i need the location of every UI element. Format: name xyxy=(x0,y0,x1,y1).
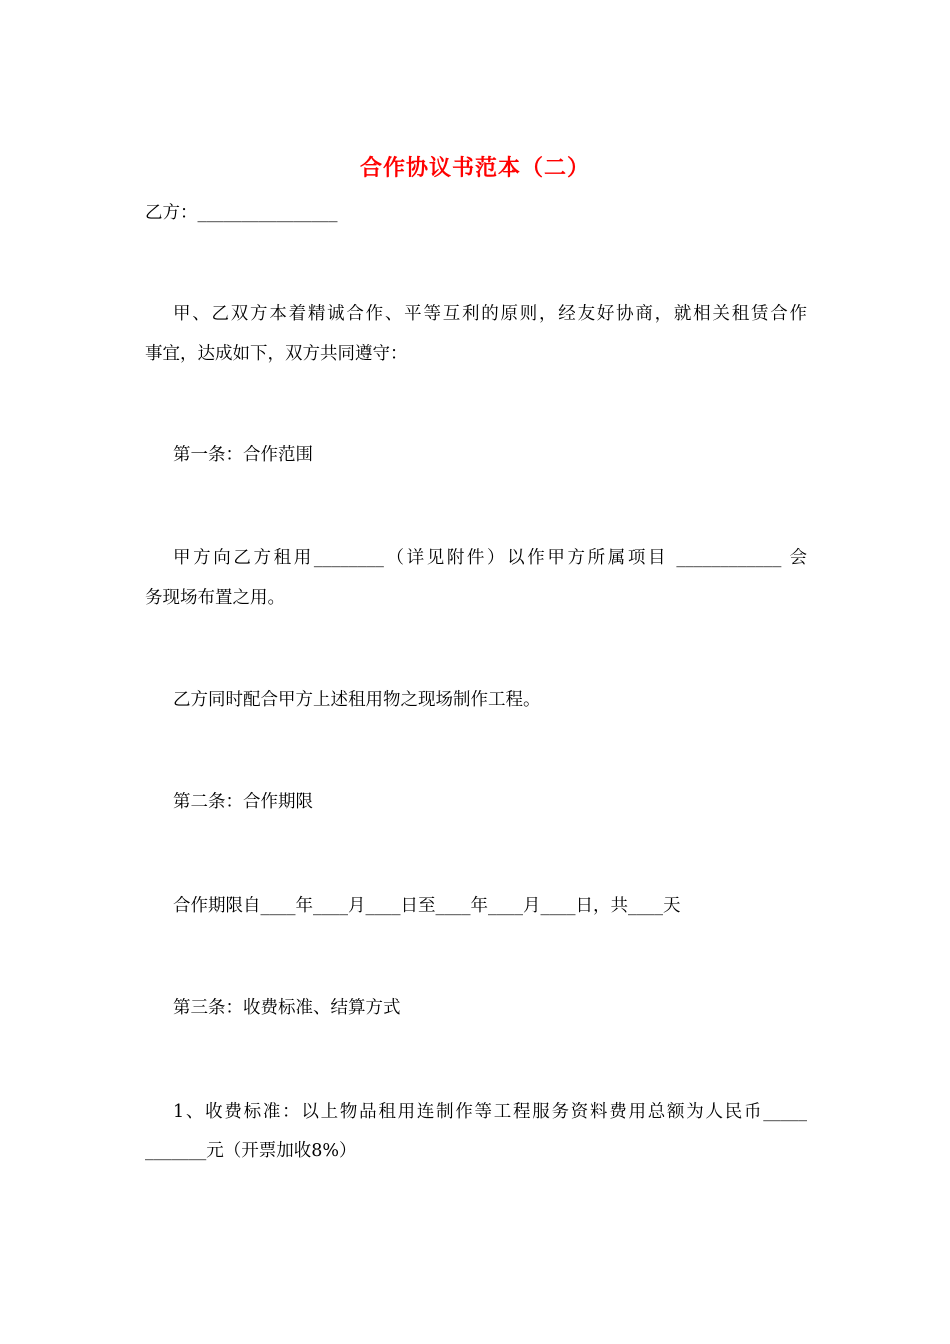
document-title: 合作协议书范本（二） xyxy=(359,155,590,181)
article-1-heading: 第一条：合作范围 xyxy=(173,445,313,465)
article-1-paragraph-line-2: 务现场布置之用。 xyxy=(145,588,285,608)
article-3-heading: 第三条：收费标准、结算方式 xyxy=(173,998,401,1018)
article-3-paragraph-line-1: 1、收费标准：以上物品租用连制作等工程服务资料费用总额为人民币_____ xyxy=(173,1102,807,1122)
article-2-paragraph: 合作期限自____年____月____日至____年____月____日，共____天 xyxy=(173,896,681,916)
intro-paragraph-line-1: 甲、乙双方本着精诚合作、平等互利的原则，经友好协商，就相关租赁合作 xyxy=(173,304,807,324)
article-3-paragraph-line-2: _______元（开票加收8%） xyxy=(145,1141,357,1161)
article-2-heading: 第二条：合作期限 xyxy=(173,792,313,812)
intro-paragraph-line-2: 事宜，达成如下，双方共同遵守： xyxy=(145,344,408,364)
party-b-line: 乙方：________________ xyxy=(145,203,338,223)
article-1-paragraph-2: 乙方同时配合甲方上述租用物之现场制作工程。 xyxy=(173,690,541,710)
article-1-paragraph-line-1: 甲方向乙方租用________（详见附件）以作甲方所属项目 ____________ 会 xyxy=(173,548,807,568)
